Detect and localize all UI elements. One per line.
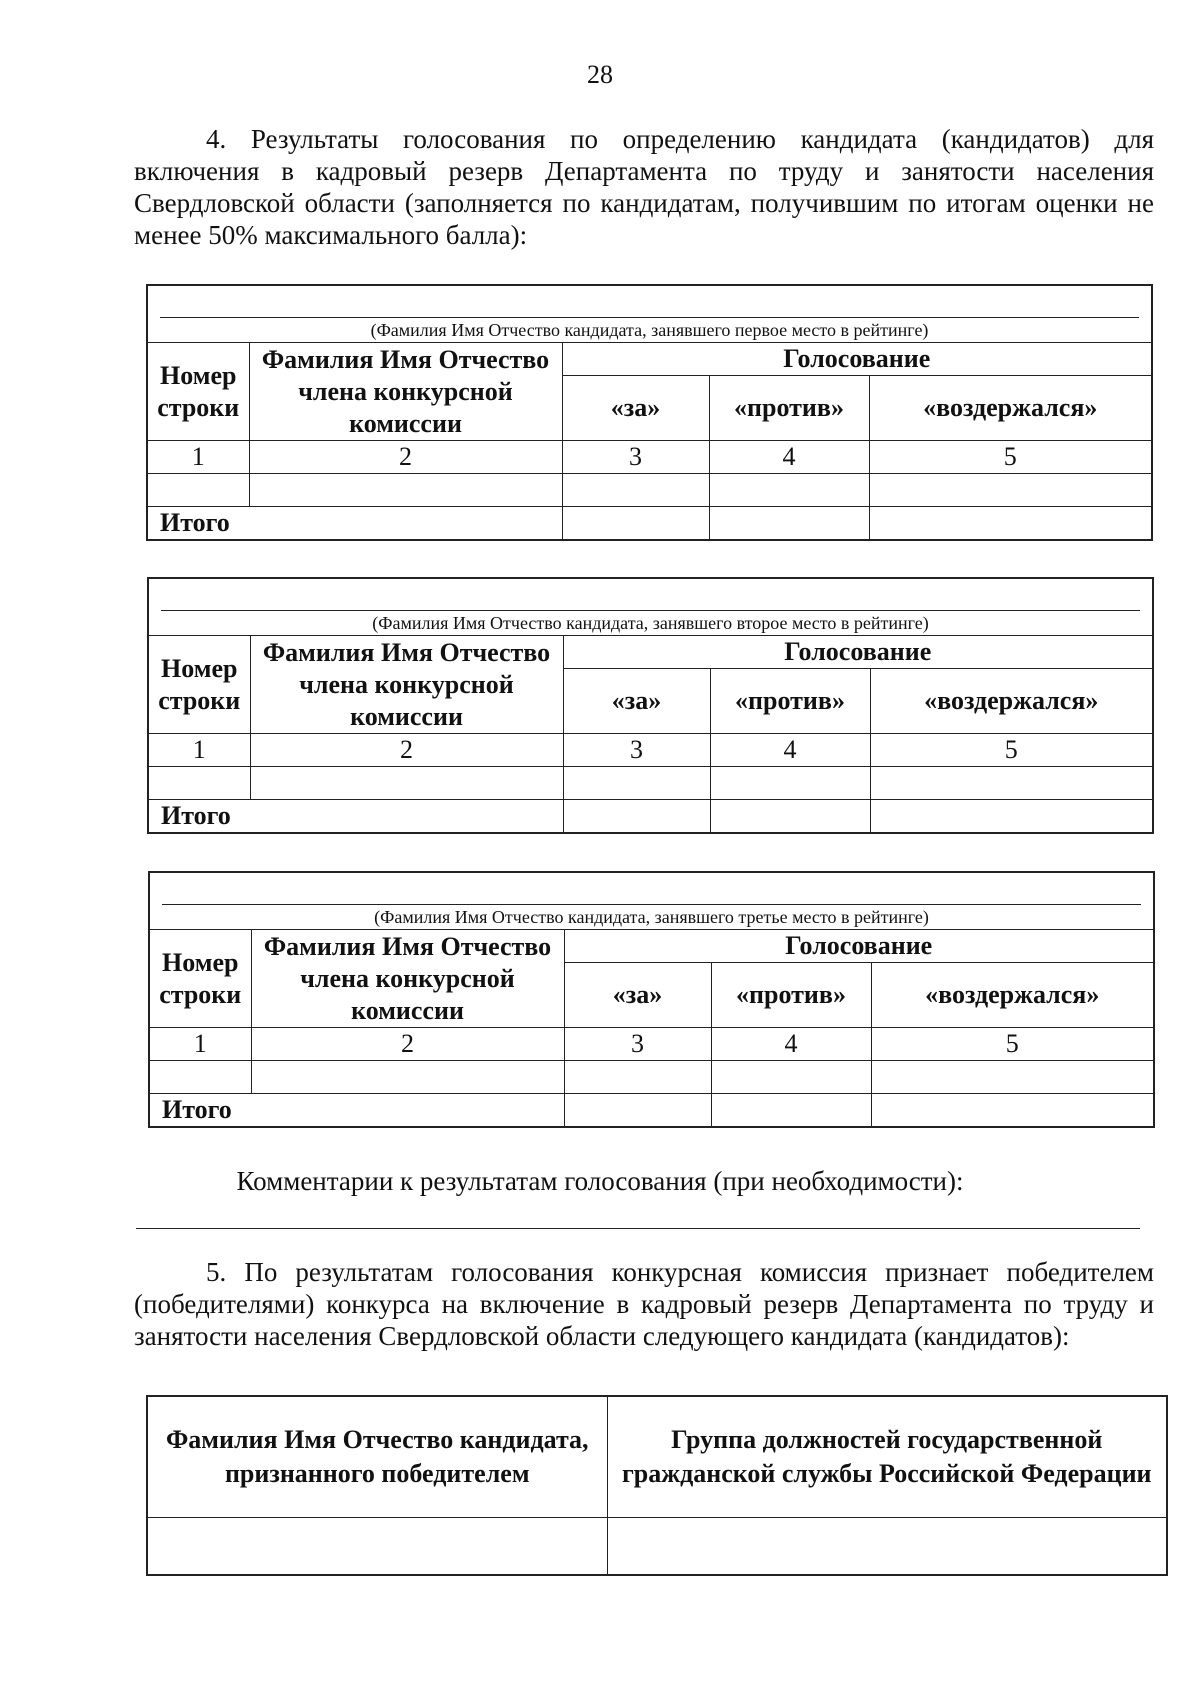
cell-row-number[interactable] xyxy=(147,474,249,507)
candidate-name-line xyxy=(162,904,1141,905)
header-voting: Голосование xyxy=(562,343,1152,376)
table-row xyxy=(149,1061,1154,1094)
vote-table-first-place xyxy=(146,284,1153,541)
header-for: «за» xyxy=(562,376,709,441)
cell-member-name[interactable] xyxy=(249,474,562,507)
col-number-3: 3 xyxy=(562,441,709,474)
col-number-5: 5 xyxy=(870,734,1153,767)
candidate-name-cell[interactable] xyxy=(148,578,1153,636)
col-number-3: 3 xyxy=(564,1028,711,1061)
section-4-paragraph xyxy=(134,123,1154,251)
header-row-number: Номер строки xyxy=(149,930,251,1028)
cell-abstained[interactable] xyxy=(871,1061,1154,1094)
cell-for[interactable] xyxy=(562,474,709,507)
candidate-name-cell[interactable] xyxy=(147,285,1152,343)
total-against[interactable] xyxy=(710,800,870,834)
cell-abstained[interactable] xyxy=(869,474,1152,507)
total-against[interactable] xyxy=(711,1094,871,1128)
total-for[interactable] xyxy=(563,800,710,834)
header-abstained: «воздержался» xyxy=(871,963,1154,1028)
cell-winner-name[interactable] xyxy=(147,1518,607,1576)
col-number-4: 4 xyxy=(710,734,870,767)
section-5-paragraph xyxy=(134,1256,1154,1352)
header-position-group: Группа должностей государственной гражданской службы Российской Федерации xyxy=(607,1396,1167,1518)
total-label: Итого xyxy=(148,800,563,834)
cell-against[interactable] xyxy=(709,474,869,507)
header-abstained: «воздержался» xyxy=(869,376,1152,441)
col-number-4: 4 xyxy=(709,441,869,474)
col-number-3: 3 xyxy=(563,734,710,767)
col-number-1: 1 xyxy=(149,1028,251,1061)
total-label: Итого xyxy=(147,507,562,541)
candidate-name-line xyxy=(161,610,1140,611)
comments-label: Комментарии к результатам голосования (при необходимости): xyxy=(236,1166,964,1196)
col-number-2: 2 xyxy=(249,441,562,474)
candidate-caption: (Фамилия Имя Отчество кандидата, занявшего третье место в рейтинге) xyxy=(374,907,929,927)
winner-table xyxy=(146,1395,1168,1576)
header-row-number: Номер строки xyxy=(148,636,250,734)
col-number-2: 2 xyxy=(250,734,563,767)
cell-row-number[interactable] xyxy=(148,767,250,800)
col-number-2: 2 xyxy=(251,1028,564,1061)
header-for: «за» xyxy=(564,963,711,1028)
vote-table-second-place xyxy=(147,577,1154,834)
col-number-4: 4 xyxy=(711,1028,871,1061)
total-label: Итого xyxy=(149,1094,564,1128)
cell-against[interactable] xyxy=(710,767,870,800)
cell-for[interactable] xyxy=(564,1061,711,1094)
col-number-5: 5 xyxy=(869,441,1152,474)
candidate-caption: (Фамилия Имя Отчество кандидата, занявшего первое место в рейтинге) xyxy=(370,320,929,340)
total-for[interactable] xyxy=(564,1094,711,1128)
total-abstained[interactable] xyxy=(871,1094,1154,1128)
total-abstained[interactable] xyxy=(869,507,1152,541)
comments-input-line[interactable] xyxy=(136,1228,1140,1229)
header-voting: Голосование xyxy=(564,930,1154,963)
table-row xyxy=(147,1518,1167,1576)
header-member-name: Фамилия Имя Отчество члена конкурсной комиссии xyxy=(249,343,562,441)
col-number-1: 1 xyxy=(147,441,249,474)
header-voting: Голосование xyxy=(563,636,1153,669)
header-member-name: Фамилия Имя Отчество члена конкурсной комиссии xyxy=(250,636,563,734)
cell-row-number[interactable] xyxy=(149,1061,251,1094)
cell-member-name[interactable] xyxy=(250,767,563,800)
header-against: «против» xyxy=(709,376,869,441)
header-abstained: «воздержался» xyxy=(870,669,1153,734)
header-winner-name: Фамилия Имя Отчество кандидата, признанного победителем xyxy=(147,1396,607,1518)
header-member-name: Фамилия Имя Отчество члена конкурсной комиссии xyxy=(251,930,564,1028)
total-for[interactable] xyxy=(562,507,709,541)
candidate-caption: (Фамилия Имя Отчество кандидата, занявшего второе место в рейтинге) xyxy=(372,613,929,633)
section-4-text: 4. Результаты голосования по определению кандидата (кандидатов) для включения в кадровый резерв Департамента по труду и занятости населения Свердловской области (заполняется по кандидатам, получившим по итогам оценки не менее 50% максимального балла): xyxy=(134,124,1154,250)
cell-abstained[interactable] xyxy=(870,767,1153,800)
cell-member-name[interactable] xyxy=(251,1061,564,1094)
total-abstained[interactable] xyxy=(870,800,1153,834)
table-row xyxy=(147,474,1152,507)
cell-against[interactable] xyxy=(711,1061,871,1094)
page-number: 28 xyxy=(587,60,613,89)
header-for: «за» xyxy=(563,669,710,734)
header-against: «против» xyxy=(711,963,871,1028)
header-against: «против» xyxy=(710,669,870,734)
section-5-text: 5. По результатам голосования конкурсная комиссия признает победителем (победителями) конкурса на включение в кадровый резерв Департамента по труду и занятости населения Свердловской области следующего кандидата (кандидатов): xyxy=(134,1257,1154,1351)
vote-table-third-place xyxy=(148,871,1155,1128)
cell-position-group[interactable] xyxy=(607,1518,1167,1576)
col-number-1: 1 xyxy=(148,734,250,767)
candidate-name-cell[interactable] xyxy=(149,872,1154,930)
total-against[interactable] xyxy=(709,507,869,541)
table-row xyxy=(148,767,1153,800)
col-number-5: 5 xyxy=(871,1028,1154,1061)
header-row-number: Номер строки xyxy=(147,343,249,441)
candidate-name-line xyxy=(160,317,1139,318)
cell-for[interactable] xyxy=(563,767,710,800)
